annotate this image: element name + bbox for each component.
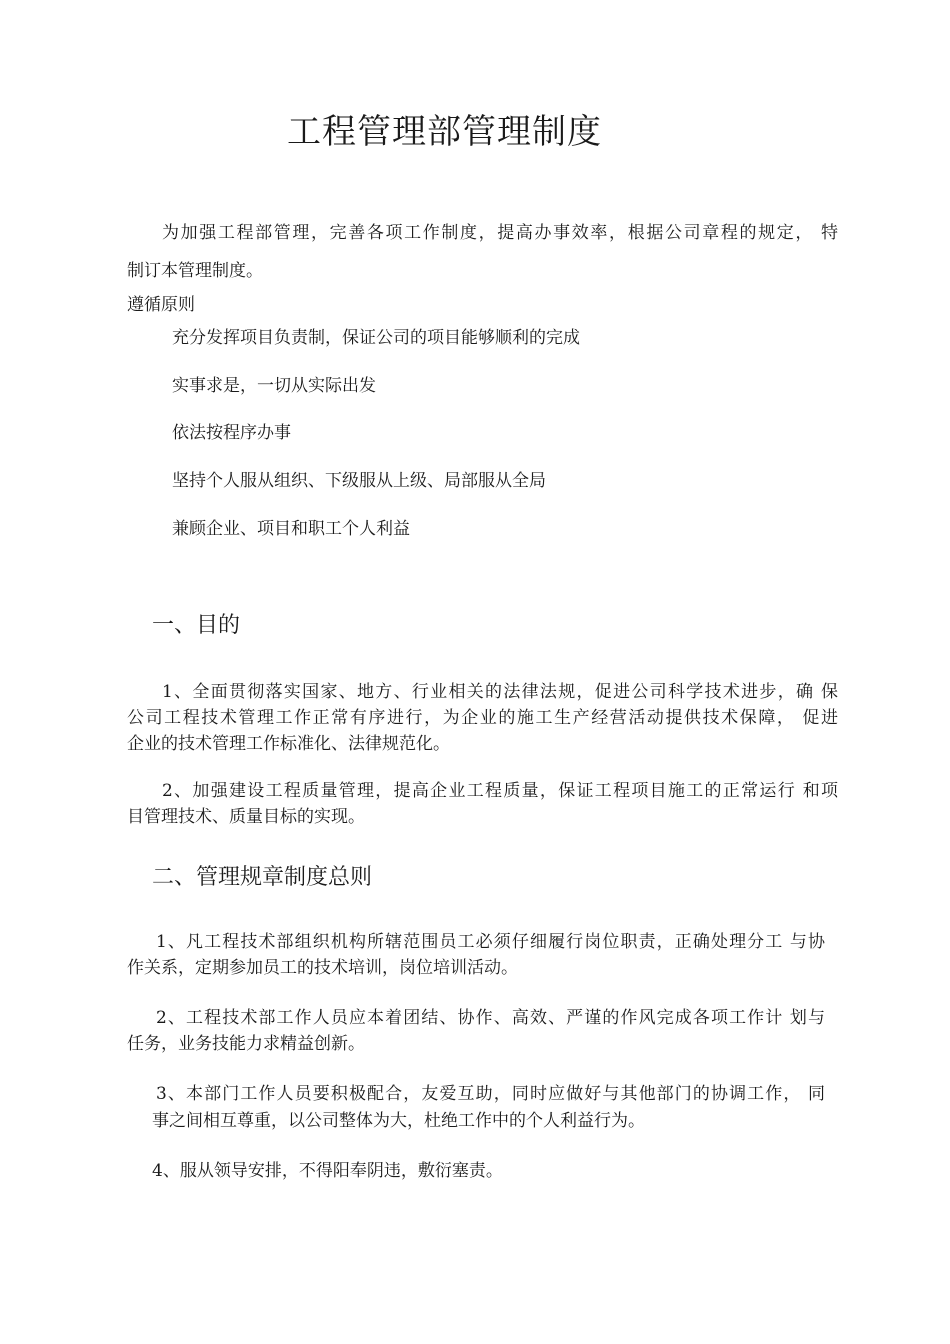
section-2-heading: 二、管理规章制度总则 <box>152 865 373 890</box>
document-title: 工程管理部管理制度 <box>287 112 602 152</box>
principle-item: 充分发挥项目负责制，保证公司的项目能够顺利的完成 <box>172 328 580 348</box>
section-1-para-1-line-1: 1、全面贯彻落实国家、地方、行业相关的法律法规，促进公司科学技术进步，确 保 <box>162 682 838 702</box>
section-2-para-4-line-1: 4、服从领导安排，不得阳奉阴违，敷衍塞责。 <box>152 1161 503 1181</box>
principle-item: 坚持个人服从组织、下级服从上级、局部服从全局 <box>172 471 546 491</box>
section-1-para-1-line-2: 公司工程技术管理工作正常有序进行，为企业的施工生产经营活动提供技术保障， 促进 <box>127 708 838 728</box>
intro-line-1: 为加强工程部管理，完善各项工作制度，提高办事效率，根据公司章程的规定， 特 <box>162 223 838 243</box>
section-2-para-1-line-1: 1、凡工程技术部组织机构所辖范围员工必须仔细履行岗位职责，正确处理分工 与协 <box>156 932 825 952</box>
section-2-para-2-line-1: 2、工程技术部工作人员应本着团结、协作、高效、严谨的作风完成各项工作计 划与 <box>156 1008 825 1028</box>
section-2-para-1-line-2: 作关系，定期参加员工的技术培训，岗位培训活动。 <box>127 958 518 978</box>
principle-item: 兼顾企业、项目和职工个人利益 <box>172 519 410 539</box>
intro-line-2: 制订本管理制度。 <box>127 261 263 281</box>
section-2-para-2-line-2: 任务，业务技能力求精益创新。 <box>127 1034 365 1054</box>
section-1-para-2-line-2: 目管理技术、质量目标的实现。 <box>127 807 365 827</box>
section-1-para-2-line-1: 2、加强建设工程质量管理，提高企业工程质量，保证工程项目施工的正常运行 和项 <box>162 781 838 801</box>
section-2-para-3-line-2: 事之间相互尊重，以公司整体为大，杜绝工作中的个人利益行为。 <box>152 1111 645 1131</box>
section-1-heading: 一、目的 <box>152 613 241 638</box>
principle-item: 实事求是，一切从实际出发 <box>172 376 376 396</box>
section-2-para-3-line-1: 3、本部门工作人员要积极配合，友爱互助，同时应做好与其他部门的协调工作， 同 <box>156 1084 825 1104</box>
section-1-para-1-line-3: 企业的技术管理工作标准化、法律规范化。 <box>127 734 450 754</box>
principles-heading: 遵循原则 <box>127 295 195 315</box>
principle-item: 依法按程序办事 <box>172 423 291 443</box>
